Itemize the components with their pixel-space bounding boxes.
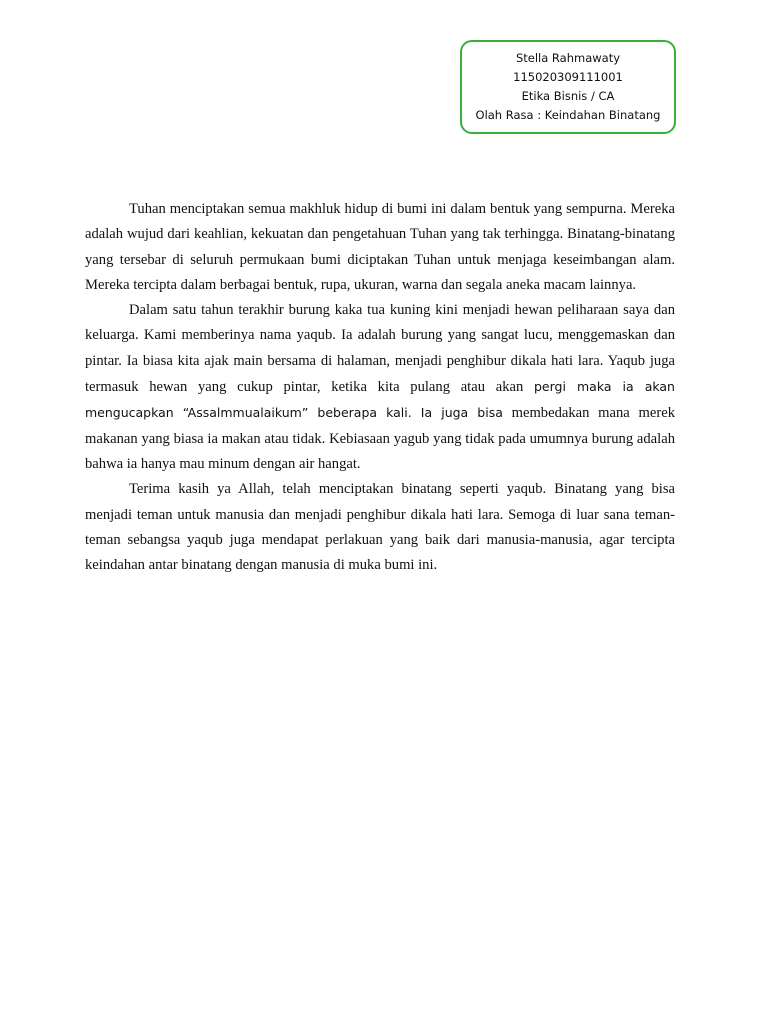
paragraph-2-part-3: membedakan mana merek makanan yang biasa ia makan atau tidak. Kebiasaan yagub yang tidak pada umumnya burung adalah bahwa ia hanya mau minum dengan air hangat.: [85, 405, 675, 472]
essay-topic: Olah Rasa : Keindahan Binatang: [475, 108, 661, 122]
paragraph-2-part-2: pergi maka ia akan mengucapkan “Assalmmualaikum” beberapa kali. Ia juga bisa: [85, 379, 675, 421]
author-info-box: [460, 40, 676, 134]
author-name: Stella Rahmawaty: [515, 51, 621, 65]
paragraph-2-part-1: Dalam satu tahun terakhir burung kaka tua kuning kini menjadi hewan peliharaan saya dan keluarga. Kami memberinya nama yaqub. Ia adalah burung yang sangat lucu, menggemaskan dan pintar. Ia biasa kita ajak main bersama di halaman, menjadi penghibur dikala hati lara. Yaqub juga termasuk hewan yang cukup pintar, ketika kita pulang atau akan: [85, 302, 675, 396]
essay-body: [85, 197, 675, 578]
course-name: Etika Bisnis / CA: [521, 89, 615, 103]
student-id: 115020309111001: [513, 70, 623, 84]
paragraph-3: Terima kasih ya Allah, telah menciptakan binatang seperti yaqub. Binatang yang bisa menjadi teman untuk manusia dan menjadi penghibur dikala hati lara. Semoga di luar sana teman-teman sebangsa yaqub juga mendapat perlakuan yang baik dari manusia-manusia, agar tercipta keindahan antar binatang dengan manusia di muka bumi ini.: [85, 481, 675, 574]
paragraph-2: [85, 298, 675, 477]
paragraph-1: Tuhan menciptakan semua makhluk hidup di bumi ini dalam bentuk yang sempurna. Mereka adalah wujud dari keahlian, kekuatan dan pengetahuan Tuhan yang tak terhingga. Binatang-binatang yang tersebar di seluruh permukaan bumi diciptakan Tuhan untuk menjaga keseimbangan alam. Mereka tercipta dalam berbagai bentuk, rupa, ukuran, warna dan segala aneka macam lainnya.: [85, 201, 675, 293]
